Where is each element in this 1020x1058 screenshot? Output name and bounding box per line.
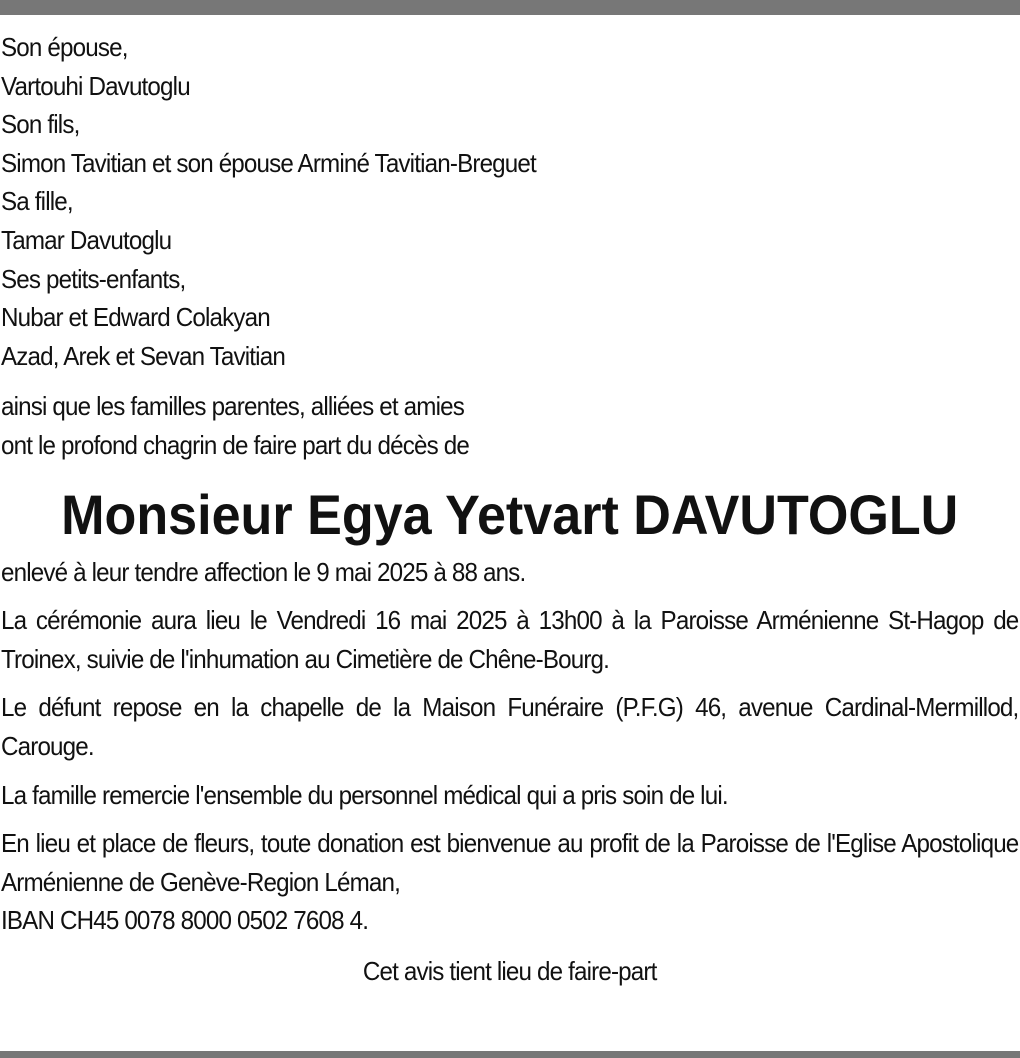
viewing-paragraph: Le défunt repose en la chapelle de la Maison Funéraire (P.F.G) 46, avenue Cardinal-Mermillod, Carouge. <box>1 692 1019 761</box>
top-rule <box>0 0 1020 15</box>
family-line-spouse-title: Son épouse, <box>1 32 128 62</box>
family-line-daughter-title: Sa fille, <box>1 186 73 217</box>
donation-paragraph <box>1 824 1018 940</box>
closing-note: Cet avis tient lieu de faire-part <box>362 955 657 986</box>
family-line-daughter-name: Tamar Davutoglu <box>1 224 172 255</box>
family-line-son-title: Son fils, <box>1 109 80 140</box>
family-line-son-name: Simon Tavitian et son épouse Arminé Tavitian-Breguet <box>1 147 536 178</box>
intro-line-2: ont le profond chagrin de faire part du décès de <box>1 429 469 460</box>
family-line-grandchildren-title: Ses petits-enfants, <box>1 263 186 294</box>
family-line-spouse-name: Vartouhi Davutoglu <box>1 70 190 101</box>
ceremony-paragraph: La cérémonie aura lieu le Vendredi 16 mai 2025 à 13h00 à la Paroisse Arménienne St-Hagop de Troinex, suivie de l'inhumation au Cimetière de Chêne-Bourg. <box>1 605 1019 674</box>
family-line-grandchildren-1: Nubar et Edward Colakyan <box>1 302 270 333</box>
donation-iban: IBAN CH45 0078 8000 0502 7608 4. <box>1 905 369 936</box>
thanks-paragraph: La famille remercie l'ensemble du personnel médical qui a pris soin de lui. <box>1 779 728 810</box>
donation-text: En lieu et place de fleurs, toute donation est bienvenue au profit de la Paroisse de l'Eglise Apostolique Arménienne de Genève-Region Léman, <box>1 828 1019 897</box>
passing-text: enlevé à leur tendre affection le 9 mai 2025 à 88 ans. <box>1 556 526 587</box>
family-line-grandchildren-2: Azad, Arek et Sevan Tavitian <box>1 340 285 371</box>
bottom-rule <box>0 1051 1020 1058</box>
intro-line-1: ainsi que les familles parentes, alliées et amies <box>1 391 464 422</box>
deceased-name: Monsieur Egya Yetvart DAVUTOGLU <box>61 482 959 546</box>
death-notice <box>1 28 1018 990</box>
